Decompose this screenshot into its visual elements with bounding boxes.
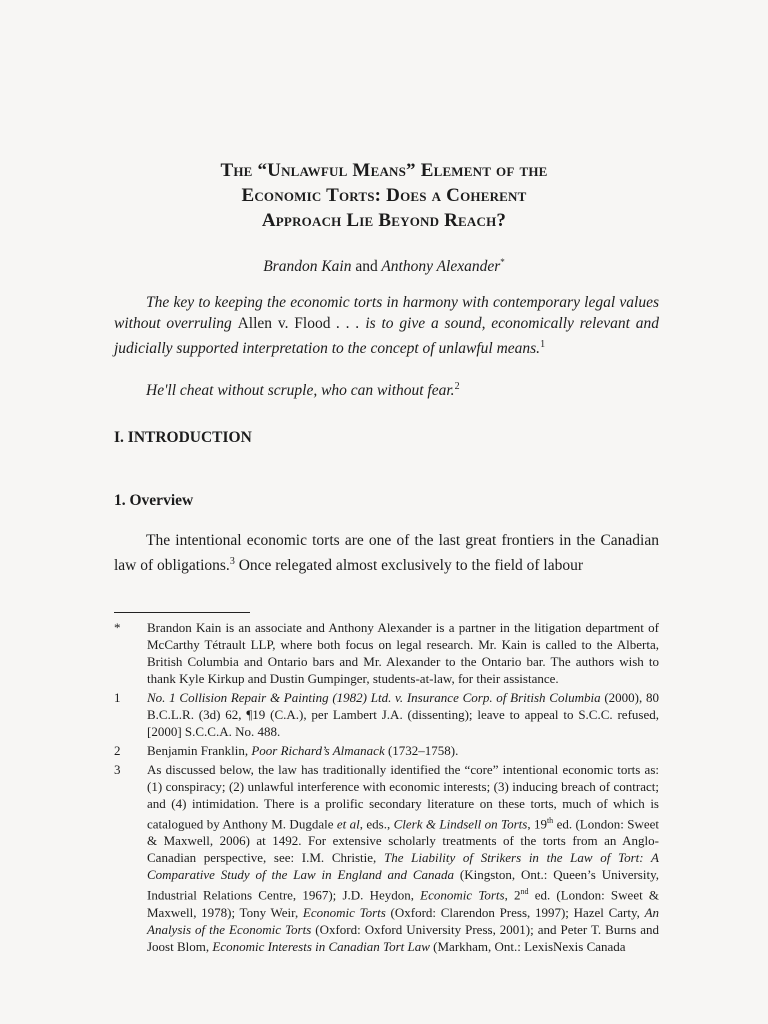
author-conjunction: and bbox=[355, 258, 378, 276]
fn3-italic: Economic Torts bbox=[420, 887, 505, 903]
epigraph-2-text: He'll cheat without scruple, who can without fear. bbox=[146, 382, 455, 400]
fn3-text: (Kingston, Ont.: Queen’s University, Industrial Relations Centre, 1967); J.D. Heydon, bbox=[147, 867, 659, 903]
epigraph-1-part-2: . . . is to give a sound, economically relevant and judicially supported interpretation to the concept of unlawful means. bbox=[114, 315, 659, 358]
fn3-text: ed. (London: Sweet & Maxwell, 2006) at 1492. For extensive scholarly treatments of the torts from an Anglo-Canadian perspective, see: I.M. Christie, bbox=[147, 816, 660, 866]
fn3-superscript: nd bbox=[520, 887, 529, 897]
footnote-1-mark: 1 bbox=[114, 690, 121, 705]
footnote-star-mark: * bbox=[114, 620, 121, 635]
author-first: Brandon Kain bbox=[263, 258, 352, 276]
footnote-2-title: Poor Richard’s Almanack bbox=[251, 743, 385, 758]
footnote-star bbox=[114, 619, 659, 687]
footnote-1-case-title: No. 1 Collision Repair & Painting (1982) Ltd. v. Insurance Corp. of British Columbia bbox=[147, 690, 601, 705]
epigraph-1-footnote-ref: 1 bbox=[540, 339, 546, 350]
fn3-italic: Clerk & Lindsell on Torts bbox=[393, 816, 528, 832]
epigraph-2-footnote-ref: 2 bbox=[454, 381, 460, 392]
footnote-2-text-1: Benjamin Franklin, bbox=[147, 743, 252, 758]
title-line-2: Economic Torts: Does a Coherent bbox=[241, 185, 527, 206]
fn3-italic: et al bbox=[336, 816, 360, 832]
footnote-star-text: Brandon Kain is an associate and Anthony Alexander is a partner in the litigation department of McCarthy Tétrault LLP, where both focus on legal research. Mr. Kain is called to the Alberta, British Columbia and Ontario bars and Mr. Alexander to the Ontario bar. The authors wish to thank Kyle Kirkup and Dustin Gumpinger, students-at-law, for their assistance. bbox=[147, 620, 659, 686]
fn3-text: , 19 bbox=[527, 816, 547, 832]
body-text-2: Once relegated almost exclusively to the field of labour bbox=[234, 557, 584, 575]
footnote-2-mark: 2 bbox=[114, 743, 121, 758]
article-title bbox=[100, 158, 668, 233]
fn3-text: As discussed below, the law has traditionally identified the “core” intentional economic torts as: (1) conspiracy; (2) unlawful interference with economic interests; (3) inducing breach of contract; and (4) intimidation. There is a prolific secondary literature on these torts, much of which is catalogued by Anthony M. Dugdale bbox=[147, 762, 659, 832]
title-line-1: The “Unlawful Means” Element of the bbox=[220, 160, 548, 181]
title-line-3: Approach Lie Beyond Reach? bbox=[261, 210, 507, 231]
author-footnote-mark: * bbox=[500, 257, 505, 267]
footnote-divider bbox=[114, 612, 250, 613]
fn3-italic: Economic Interests in Canadian Tort Law bbox=[212, 938, 430, 954]
footnote-2 bbox=[114, 742, 659, 759]
body-footnote-ref: 3 bbox=[229, 556, 235, 567]
fn3-superscript: th bbox=[546, 816, 554, 825]
author-line bbox=[0, 257, 768, 276]
footnote-3-mark: 3 bbox=[114, 762, 121, 777]
fn3-text: (Oxford: Oxford University Press, 2001); and Peter T. Burns and Joost Blom, bbox=[147, 921, 659, 954]
footnotes-block bbox=[114, 619, 659, 957]
body-text-1: The intentional economic torts are one of the last great frontiers in the Canadian law of obligations. bbox=[114, 532, 659, 575]
fn3-text: ed. (London: Sweet & Maxwell, 1978); Tony Weir, bbox=[147, 887, 659, 920]
body-paragraph bbox=[114, 530, 659, 576]
epigraph-1-case-name: Allen v. Flood bbox=[237, 315, 331, 332]
footnote-3 bbox=[114, 761, 659, 955]
epigraph-quote-1 bbox=[114, 292, 659, 359]
fn3-text: (Oxford: Clarendon Press, 1997); Hazel Carty, bbox=[385, 904, 645, 920]
fn3-italic: An Analysis of the Economic Torts bbox=[147, 904, 660, 937]
author-second: Anthony Alexander bbox=[381, 258, 501, 276]
fn3-text: , eds., bbox=[359, 816, 394, 832]
epigraph-quote-2 bbox=[114, 376, 659, 401]
epigraph-1-part-1: The key to keeping the economic torts in harmony with contemporary legal values without overruling bbox=[114, 294, 659, 332]
fn3-italic: The Liability of Strikers in the Law of Tort: A Comparative Study of the Law in England and Canada bbox=[147, 850, 659, 883]
fn3-text: , 2 bbox=[504, 887, 521, 903]
section-heading: I. INTRODUCTION bbox=[114, 429, 252, 446]
subsection-heading: 1. Overview bbox=[114, 492, 194, 509]
footnote-1-text: (2000), 80 B.C.L.R. (3d) 62, ¶19 (C.A.), per Lambert J.A. (dissenting); leave to appeal to S.C.C. refused, [2000] S.C.C.A. No. 488. bbox=[147, 690, 659, 739]
fn3-text: (Markham, Ont.: LexisNexis Canada bbox=[429, 938, 626, 954]
footnote-1 bbox=[114, 689, 659, 740]
footnote-2-text-2: (1732–1758). bbox=[384, 743, 459, 758]
fn3-italic: Economic Torts bbox=[302, 904, 386, 920]
